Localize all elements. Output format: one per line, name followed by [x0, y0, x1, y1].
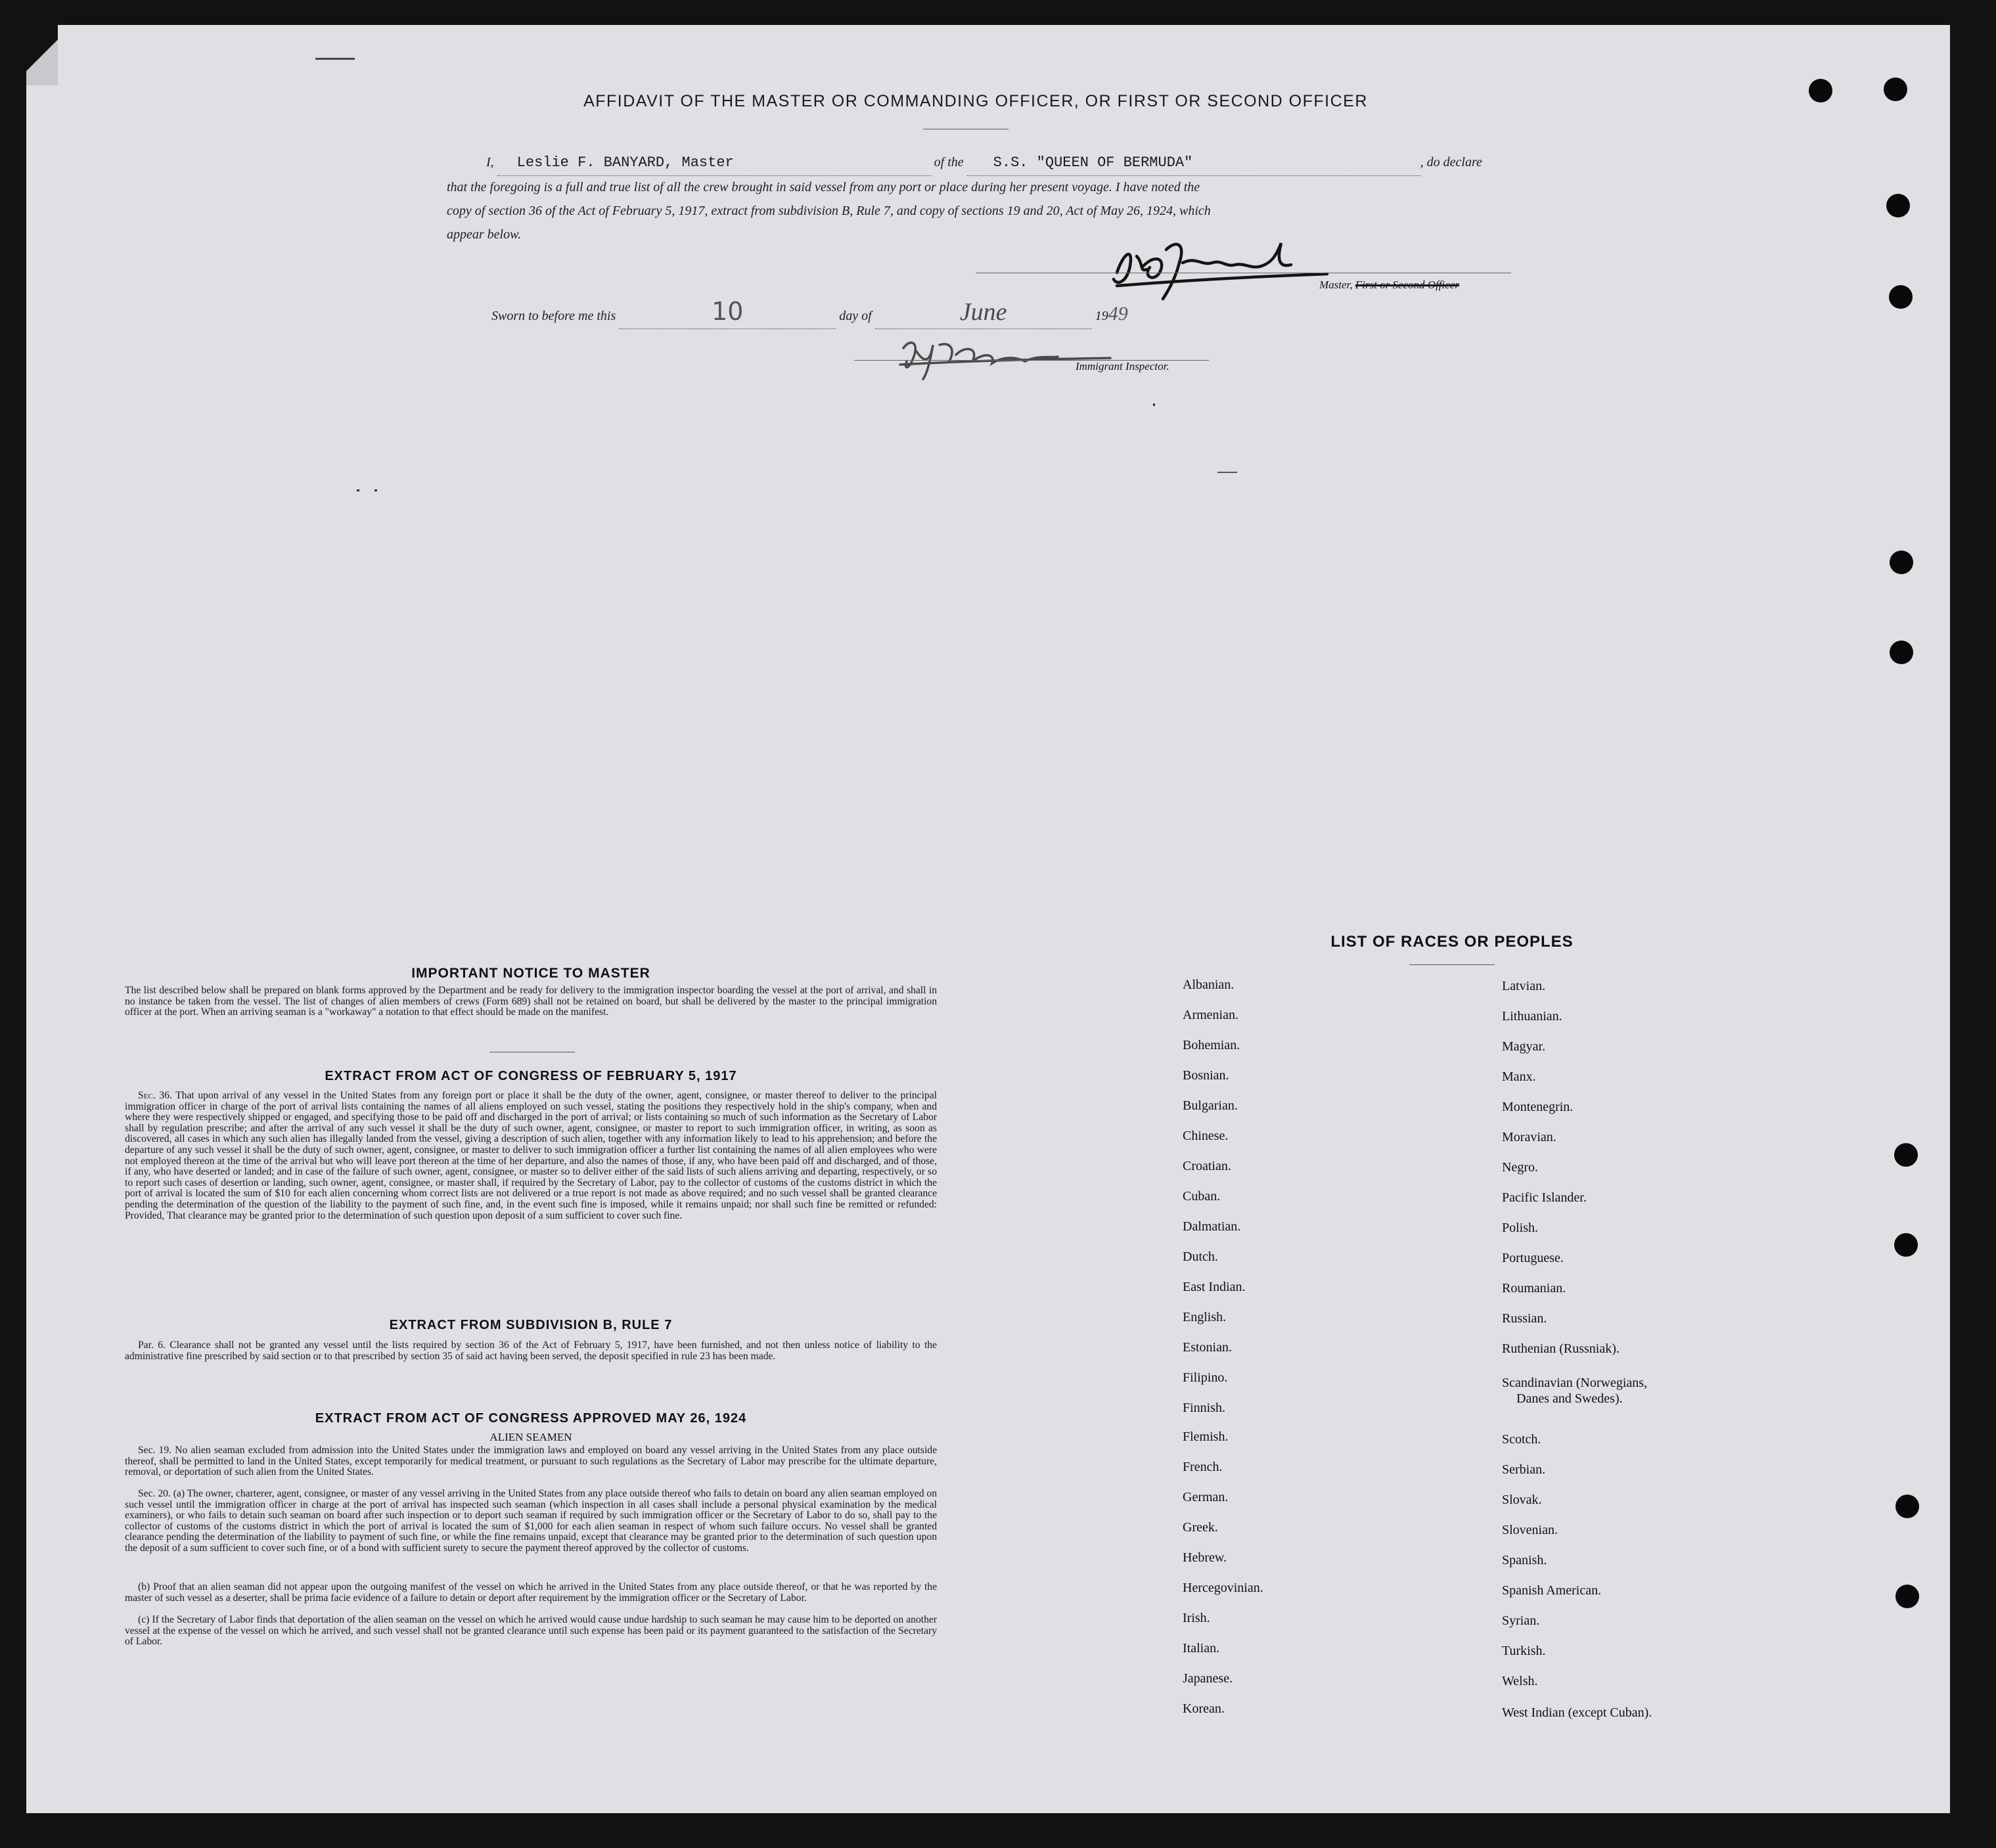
- sworn-day-value: 10: [712, 297, 744, 326]
- race-right-item: Polish.: [1502, 1221, 1539, 1235]
- notice-title: IMPORTANT NOTICE TO MASTER: [411, 966, 650, 981]
- race-right-item: Moravian.: [1502, 1130, 1556, 1144]
- declaration-line-1: [447, 150, 1511, 176]
- race-right-item: Roumanian.: [1502, 1281, 1566, 1296]
- race-left-item: Bulgarian.: [1183, 1098, 1238, 1113]
- sworn-day-field: [619, 299, 836, 329]
- race-left-item: French.: [1183, 1460, 1223, 1474]
- race-right-item: Slovak.: [1502, 1493, 1542, 1507]
- race-right-item: Ruthenian (Russniak).: [1502, 1341, 1620, 1356]
- rule7-title: EXTRACT FROM SUBDIVISION B, RULE 7: [389, 1318, 673, 1332]
- race-left-item: English.: [1183, 1310, 1227, 1324]
- race-left-item: East Indian.: [1183, 1280, 1246, 1294]
- inspector-signature: [894, 332, 1130, 381]
- race-right-item: Pacific Islander.: [1502, 1190, 1587, 1205]
- race-right-item: Danes and Swedes).: [1516, 1391, 1623, 1406]
- declaration-prefix: I,: [486, 155, 494, 169]
- race-right-item: Lithuanian.: [1502, 1009, 1562, 1024]
- year-suffix: 49: [1108, 303, 1128, 325]
- race-left-item: Flemish.: [1183, 1430, 1229, 1444]
- race-left-item: Hercegovinian.: [1183, 1581, 1263, 1595]
- scan-mark: [374, 489, 377, 491]
- race-left-item: Hebrew.: [1183, 1550, 1227, 1565]
- punch-hole: [1895, 1585, 1919, 1608]
- race-left-item: Filipino.: [1183, 1370, 1228, 1385]
- punch-hole: [1895, 1495, 1919, 1518]
- punch-hole: [1809, 79, 1832, 102]
- sec36-body: That upon arrival of any vessel in the United States from any foreign port or place it shall be the duty of the owner, agent, consignee, or master thereof to deliver to the principal immigration officer in charge of the port of arrival lists containing the names of all aliens employed on such vessel, stating the positions they respectively hold in the ship's company, when and where they were respectively shipped or engaged, and specifying those to be paid off and discharged in the port of arrival; or lists containing so much of such information as the Secretary of Labor shall by regulation prescribe; and after the arrival of any such vessel it shall be the duty of such owner, agent, consignee, or master to report to such immigration officer, in writing, as soon as discovered, all cases in which any such alien has illegally landed from the vessel, giving a description of such alien, together with any information likely to lead to his apprehension; and before the departure of any such vessel it shall be the duty of such owner, agent, consignee, or master to deliver to such immigration officer a further list containing the names of all alien employees who were not employed thereon at the time of the arrival but who will leave port thereon at the time of her departure, and also the names of those, if any, who have been paid off and discharged, and of those, if any, who have deserted or landed; and in case of the failure of such owner, agent, consignee, or master so to deliver either of the said lists of such aliens arriving and departing, respectively, or so to report such cases of desertion or landing, such owner, agent, consignee, or master shall, if required by the Secretary of Labor, pay to the collector of customs of the customs district in which the port of arrival is located the sum of $10 for each alien concerning whom correct lists are not delivered or a true report is not made as above required; and no such vessel shall be granted clearance pending the determination of the question of the liability to the payment of such fine, and, in the event such fine is imposed, while it remains unpaid; nor shall such fine be remitted or refunded: Provided, That clearance may be granted prior to the determination of such question upon deposit of a sum sufficient to cover such fine.: [125, 1090, 937, 1221]
- punch-hole: [1890, 641, 1913, 664]
- races-title: LIST OF RACES OR PEOPLES: [1330, 933, 1574, 951]
- punch-hole: [1894, 1233, 1918, 1257]
- race-left-item: Cuban.: [1183, 1189, 1221, 1204]
- race-right-item: West Indian (except Cuban).: [1502, 1705, 1652, 1720]
- sworn-line: [491, 299, 1214, 329]
- race-left-item: Bohemian.: [1183, 1038, 1240, 1052]
- race-left-item: Korean.: [1183, 1702, 1225, 1716]
- folded-corner: [26, 25, 58, 85]
- race-right-item: Turkish.: [1502, 1644, 1546, 1658]
- scan-mark: [357, 489, 359, 491]
- master-name-value: Leslie F. BANYARD, Master: [516, 154, 734, 171]
- punch-hole: [1884, 78, 1907, 101]
- sworn-month-value: June: [959, 298, 1007, 326]
- sworn-label: Sworn to before me this: [491, 309, 616, 323]
- race-left-item: Greek.: [1183, 1520, 1218, 1535]
- declaration-line-3: copy of section 36 of the Act of February 5, 1917, extract from subdivision B, Rule 7, and copy of sections 19 and 20, Act of May 26, 1924, which: [447, 204, 1211, 218]
- sec20c-text: (c) If the Secretary of Labor finds that deportation of the alien seaman on the vessel on which he arrived would cause undue hardship to such seaman he may cause him to be deported on another vessel at the expense of the vessel on which he arrived, and such vessel shall not be granted clearance until such expense has been paid or its payment guaranteed to the satisfaction of the Secretary of Labor.: [125, 1614, 937, 1648]
- race-left-item: Dutch.: [1183, 1250, 1218, 1264]
- sec19-text: Sec. 19. No alien seaman excluded from admission into the United States under the immigration laws and employed on board any vessel arriving in the United States from any place outside thereof, shall be permitted to land in the United States, except temporarily for medical treatment, or pursuant to such regulations as the Secretary of Labor may prescribe for the ultimate departure, removal, or deportation of such alien from the United States.: [125, 1445, 937, 1478]
- race-right-item: Negro.: [1502, 1160, 1538, 1175]
- race-left-item: Dalmatian.: [1183, 1219, 1241, 1234]
- sec36-label: Sec. 36.: [138, 1090, 172, 1101]
- race-right-item: Latvian.: [1502, 979, 1546, 993]
- sec20b-text: (b) Proof that an alien seaman did not appear upon the outgoing manifest of the vessel on which he arrived in the United States from any place outside thereof, or that he was reported by the master of such vessel as a deserter, shall be prima facie evidence of a failure to detain or deport after requirement by the immigration officer or the Secretary of Labor.: [125, 1581, 937, 1604]
- race-right-item: Russian.: [1502, 1311, 1547, 1326]
- race-right-item: Slovenian.: [1502, 1523, 1558, 1537]
- rule7-text: Par. 6. Clearance shall not be granted any vessel until the lists required by section 36 of the Act of February 5, 1917, have been furnished, and not then unless notice of liability to the administrative fine prescribed by said section or to that prescribed by section 35 of said act having been served, the deposit specified in rule 23 has been made.: [125, 1340, 937, 1362]
- master-label: Master,: [1319, 279, 1355, 291]
- race-right-item: Syrian.: [1502, 1613, 1540, 1628]
- sec20a-text: Sec. 20. (a) The owner, charterer, agent, consignee, or master of any vessel arriving in the United States from any place outside thereof who fails to detain on board any alien seaman employed on such vessel until the immigration officer in charge at the port of arrival has inspected such seaman (which inspection in all cases shall include a personal physical examination by the medical examiners), or who fails to detain such seaman on board after such inspection or to deport such seaman if required by such immigration officer or the Secretary of Labor to do so, shall pay to the collector of customs of the customs district in which the port of arrival is located the sum of $1,000 for each alien seaman in respect of whom such failure occurs. No vessel shall be granted clearance pending the determination of the liability to payment of such fine, or while the fine remains unpaid, except that clearance may be granted prior to the determination of such question upon the deposit of a sum sufficient to cover such fine, or of a bond with sufficient surety to secure the payment thereof approved by the collector of customs.: [125, 1488, 937, 1554]
- declaration-line-4: appear below.: [447, 227, 521, 242]
- extract-1924-title: EXTRACT FROM ACT OF CONGRESS APPROVED MAY 26, 1924: [315, 1411, 747, 1426]
- race-right-item: Scotch.: [1502, 1432, 1541, 1447]
- race-left-item: Italian.: [1183, 1641, 1220, 1656]
- race-left-item: Armenian.: [1183, 1008, 1238, 1022]
- master-role-line: [1319, 279, 1459, 292]
- vessel-name-value: S.S. "QUEEN OF BERMUDA": [993, 154, 1193, 171]
- affidavit-title: AFFIDAVIT OF THE MASTER OR COMMANDING OFFICER, OR FIRST OR SECOND OFFICER: [583, 92, 1368, 110]
- races-divider: [1409, 964, 1495, 965]
- race-left-item: Estonian.: [1183, 1340, 1232, 1355]
- extract-1917-text: [125, 1091, 937, 1221]
- inspector-label: Immigrant Inspector.: [1076, 360, 1169, 372]
- race-left-item: Albanian.: [1183, 978, 1235, 992]
- year-prefix: 19: [1095, 309, 1108, 323]
- punch-hole: [1889, 285, 1913, 309]
- alien-seamen-subtitle: ALIEN SEAMEN: [489, 1431, 572, 1443]
- scan-mark: [1217, 472, 1237, 473]
- race-right-item: Manx.: [1502, 1070, 1536, 1084]
- day-of-label: day of: [839, 309, 872, 323]
- race-left-item: Japanese.: [1183, 1671, 1233, 1686]
- of-the-label: of the: [934, 155, 964, 169]
- race-left-item: Chinese.: [1183, 1129, 1229, 1143]
- race-left-item: Bosnian.: [1183, 1068, 1229, 1083]
- scan-mark: [315, 58, 355, 60]
- master-name-field: [497, 150, 931, 176]
- scan-mark: [1153, 403, 1155, 406]
- notice-text: The list described below shall be prepared on blank forms approved by the Department and be ready for delivery to the immigration inspector boarding the vessel at the port of arrival, and shall in no instance be taken from the vessel. The list of changes of alien members of crews (Form 689) shall not be retained on board, but shall be delivered by the master to the principal immigration officer at the port. When an arriving seaman is a "workaway" a notation to that effect should be made on the manifest.: [125, 985, 937, 1018]
- race-right-item: Serbian.: [1502, 1462, 1546, 1477]
- race-right-item: Portuguese.: [1502, 1251, 1564, 1265]
- race-right-item: Montenegrin.: [1502, 1100, 1574, 1114]
- punch-hole: [1894, 1143, 1918, 1167]
- race-left-item: Irish.: [1183, 1611, 1210, 1625]
- race-right-item: Spanish.: [1502, 1553, 1547, 1567]
- race-right-item: Magyar.: [1502, 1039, 1546, 1054]
- sworn-month-field: [875, 300, 1092, 329]
- vessel-field: [967, 150, 1420, 176]
- declare-label: , do declare: [1420, 155, 1482, 169]
- race-right-item: Welsh.: [1502, 1674, 1538, 1688]
- race-right-item: Scandinavian (Norwegians,: [1502, 1376, 1648, 1390]
- master-signature: [1104, 227, 1353, 302]
- punch-hole: [1886, 194, 1910, 217]
- declaration-line-2: that the foregoing is a full and true list of all the crew brought in said vessel from any port or place during her present voyage. I have noted the: [447, 180, 1200, 194]
- race-right-item: Spanish American.: [1502, 1583, 1602, 1598]
- extract-1917-title: EXTRACT FROM ACT OF CONGRESS OF FEBRUARY 5, 1917: [325, 1069, 737, 1083]
- race-left-item: Croatian.: [1183, 1159, 1231, 1173]
- race-left-item: Finnish.: [1183, 1401, 1226, 1415]
- race-left-item: German.: [1183, 1490, 1229, 1504]
- punch-hole: [1890, 551, 1913, 574]
- officer-label: First or Second Officer: [1355, 279, 1459, 291]
